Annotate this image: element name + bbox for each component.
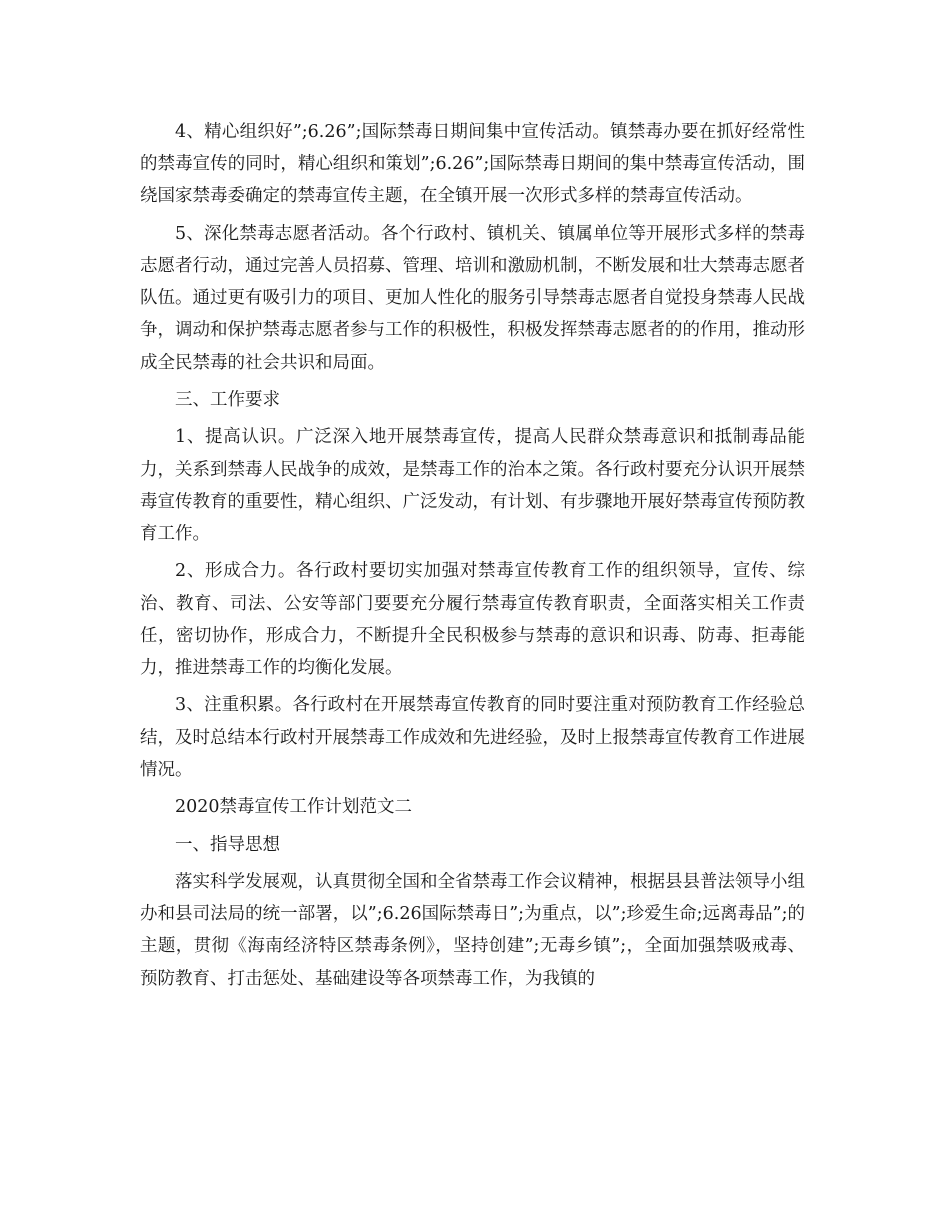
- paragraph-requirement-3: 3、注重积累。各行政村在开展禁毒宣传教育的同时要注重对预防教育工作经验总结，及时总结本行政村开展禁毒工作成效和先进经验，及时上报禁毒宣传教育工作进展情况。: [140, 695, 805, 780]
- paragraph-guiding-thought: 落实科学发展观，认真贯彻全国和全省禁毒工作会议精神，根据县县普法领导小组办和县司法局的统一部署，以”;6.26国际禁毒日”;为重点，以”;珍爱生命;远离毒品”;的主题，贯彻《海南经济特区禁毒条例》，坚持创建”;无毒乡镇”;，全面加强禁吸戒毒、预防教育、打击惩处、基础建设等各项禁毒工作，为我镇的: [140, 871, 805, 989]
- section-heading-guiding-thought: 一、指导思想: [175, 834, 280, 855]
- document-subtitle: 2020禁毒宣传工作计划范文二: [175, 797, 413, 818]
- paragraph-requirement-2: 2、形成合力。各行政村要切实加强对禁毒宣传教育工作的组织领导，宣传、综治、教育、司法、公安等部门要要充分履行禁毒宣传教育职责，全面落实相关工作责任，密切协作，形成合力，不断提升全民积极参与禁毒的意识和识毒、防毒、拒毒能力，推进禁毒工作的均衡化发展。: [140, 561, 805, 678]
- paragraph-item-4: 4、精心组织好”;6.26”;国际禁毒日期间集中宣传活动。镇禁毒办要在抓好经常性的禁毒宣传的同时，精心组织和策划”;6.26”;国际禁毒日期间的集中禁毒宣传活动，围绕国家禁毒委确定的禁毒宣传主题，在全镇开展一次形式多样的禁毒宣传活动。: [140, 122, 805, 207]
- paragraph-item-5: 5、深化禁毒志愿者活动。各个行政村、镇机关、镇属单位等开展形式多样的禁毒志愿者行动，通过完善人员招募、管理、培训和激励机制，不断发展和壮大禁毒志愿者队伍。通过更有吸引力的项目、更加人性化的服务引导禁毒志愿者自觉投身禁毒人民战争，调动和保护禁毒志愿者参与工作的积极性，积极发挥禁毒志愿者的的作用，推动形成全民禁毒的社会共识和局面。: [140, 223, 805, 373]
- section-heading-requirements: 三、工作要求: [175, 390, 280, 410]
- document-body: [140, 116, 805, 1000]
- paragraph-requirement-1: 1、提高认识。广泛深入地开展禁毒宣传，提高人民群众禁毒意识和抵制毒品能力，关系到禁毒人民战争的成效，是禁毒工作的治本之策。各行政村要充分认识开展禁毒宣传教育的重要性，精心组织、广泛发动，有计划、有步骤地开展好禁毒宣传预防教育工作。: [140, 427, 805, 544]
